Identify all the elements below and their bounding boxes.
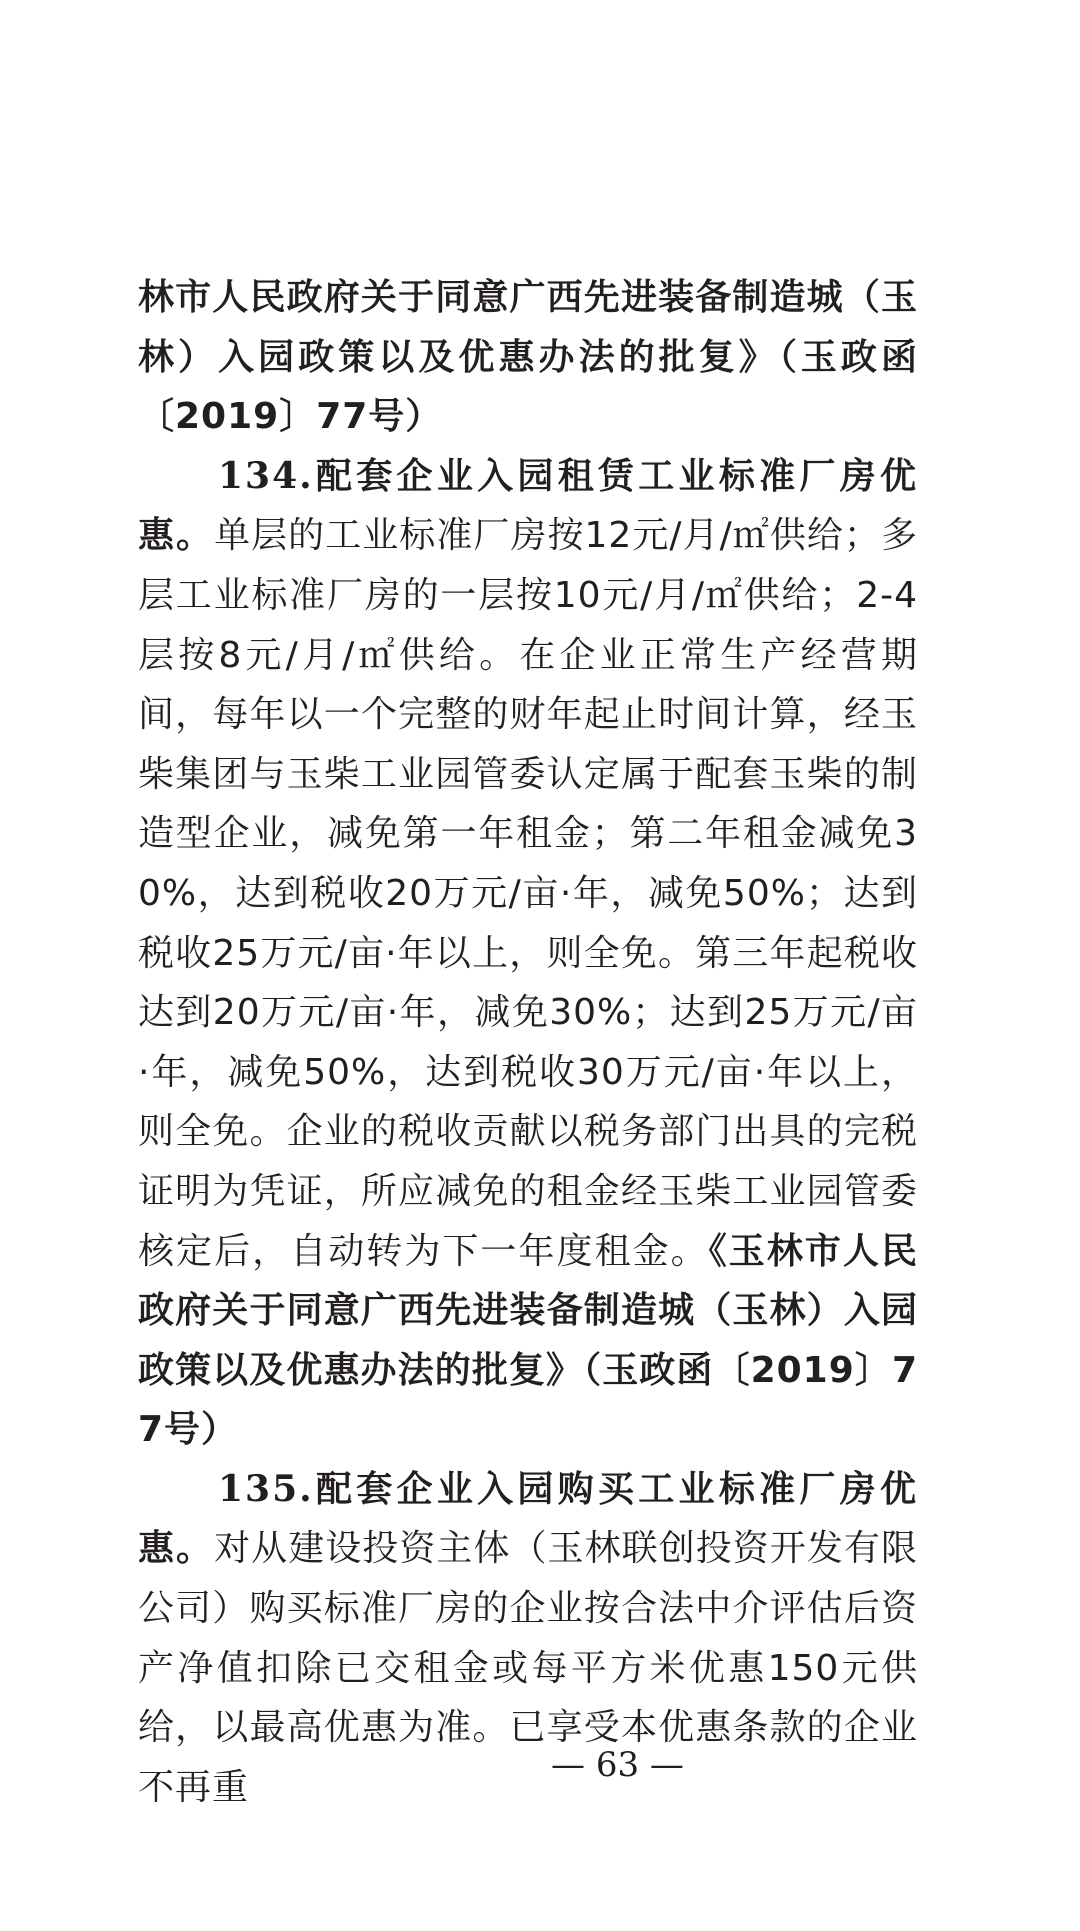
policy-item-body: 单层的工业标准厂房按12元/月/㎡供给；多层工业标准厂房的一层按10元/月/㎡供给；2-4层按8元/月/㎡供给。在企业正常生产经营期间，每年以一个完整的财年起止时间计算，经玉柴集团与玉柴工业园管委认定属于配套玉柴的制造型企业，减免第一年租金；第二年租金减免30%，达到税收20万元/亩·年，减免50%；达到税收25万元/亩·年以上，则全免。第三年起税收达到20万元/亩·年，减免30%；达到25万元/亩·年，减免50%，达到税收30万元/亩·年以上，则全免。企业的税收贡献以税务部门出具的完税证明为凭证，所应减免的租金经玉柴工业园管委核定后，自动转为下一年度租金。 [138,515,918,1272]
page-number: — 63 — [551,1745,684,1785]
policy-item-heading: 134.配套企业入园租赁工业标准厂房优惠。 [138,454,918,557]
page-content [138,268,918,1817]
policy-item-134 [138,447,918,1460]
policy-item-heading: 135.配套企业入园购买工业标准厂房优惠。 [138,1467,918,1570]
policy-item-citation: 《玉林市人民政府关于同意广西先进装备制造城（玉林）入园政策以及优惠办法的批复》（玉政函〔2019〕77号） [138,1230,918,1451]
policy-item-body: 对从建设投资主体（玉林联创投资开发有限公司）购买标准厂房的企业按合法中介评估后资产净值扣除已交租金或每平方米优惠150元供给，以最高优惠为准。已享受本优惠条款的企业不再重 [138,1528,918,1808]
continued-citation: 林市人民政府关于同意广西先进装备制造城（玉林）入园政策以及优惠办法的批复》（玉政函〔2019〕77号） [138,277,918,438]
